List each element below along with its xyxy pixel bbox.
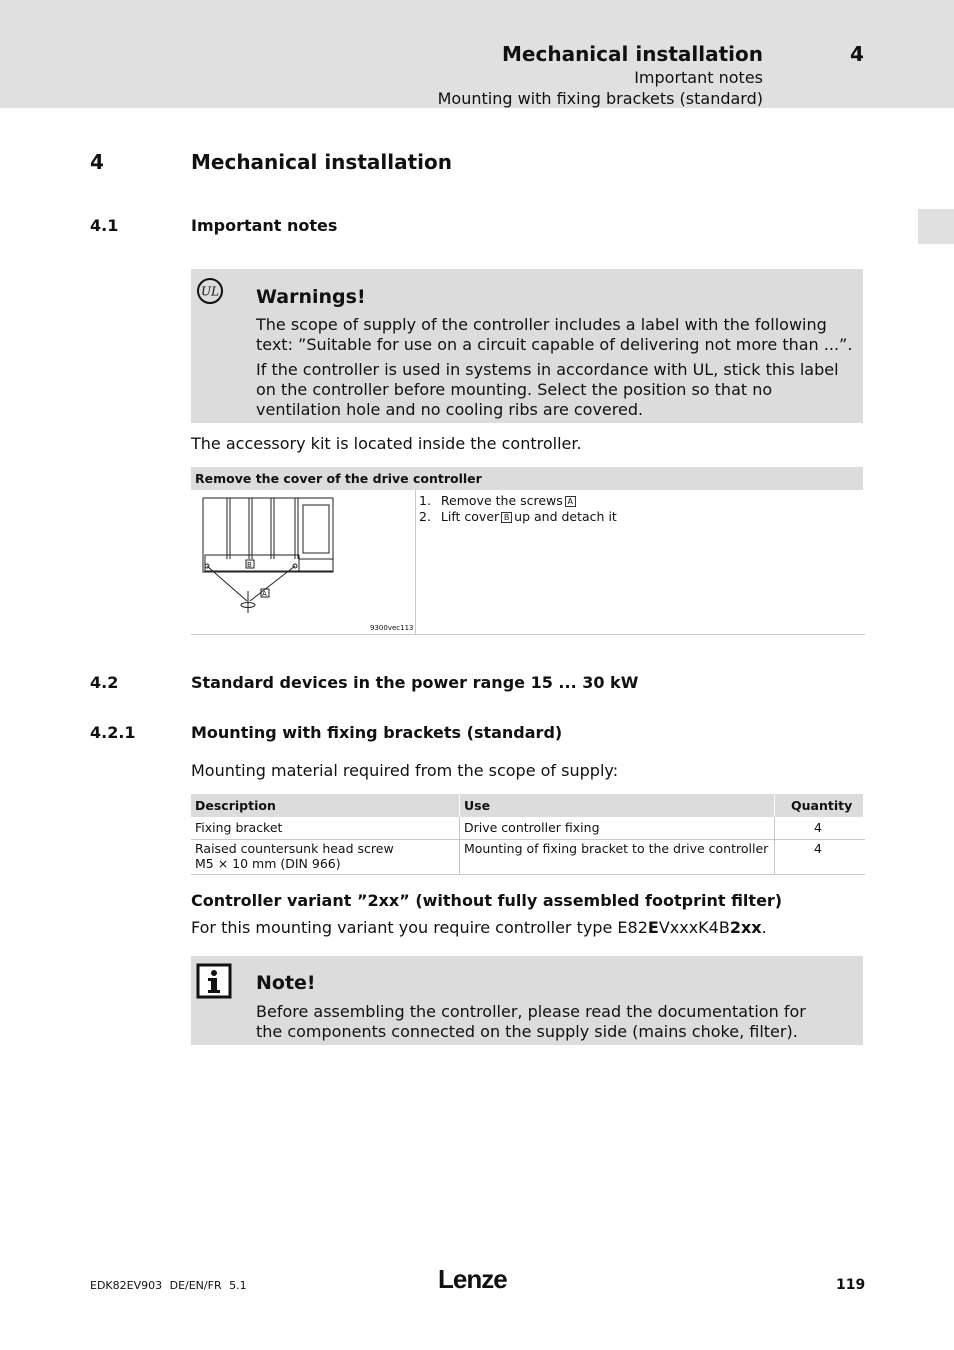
figure-label-b: B	[247, 561, 252, 569]
step-2-text-a: Lift cover	[440, 509, 500, 524]
step-1-number: 1.	[419, 493, 431, 508]
col-use: Use	[464, 798, 491, 813]
material-table-col-sep-1	[459, 817, 460, 875]
variant-text-suffix: .	[761, 918, 767, 937]
warning-paragraph-1: The scope of supply of the controller includes a label with the following text: ”Suitable for use on a circuit capable of delivering not more than ...”.	[256, 315, 853, 354]
warning-paragraph-2: If the controller is used in systems in accordance with UL, stick this label on the controller before mounting. Select the position so that no ventilation hole and no cooling ribs are covered.	[256, 360, 839, 419]
variant-type-bold-2xx: 2xx	[729, 918, 762, 937]
material-table-row-rule	[191, 839, 865, 840]
warning-title: Warnings!	[256, 286, 366, 308]
info-icon	[196, 963, 232, 999]
variant-heading: Controller variant ”2xx” (without fully assembled footprint filter)	[191, 891, 783, 910]
material-table-header	[191, 794, 863, 817]
subsection-title-4-2-1: Mounting with fixing brackets (standard)	[191, 723, 563, 742]
header-subtitle-1: Important notes	[634, 68, 763, 87]
material-table-col-sep-2a	[774, 794, 775, 817]
variant-type-mid: VxxxK4B	[658, 918, 730, 937]
subsection-number-4-2-1: 4.2.1	[90, 723, 136, 742]
footer-languages: DE/EN/FR	[169, 1279, 222, 1292]
row2-description-line1: Raised countersunk head screw	[195, 841, 394, 856]
figure-id: 9300vec113	[370, 624, 414, 632]
col-quantity: Quantity	[791, 798, 853, 813]
header-chapter-number: 4	[850, 42, 864, 66]
lenze-logo: Lenze	[438, 1264, 507, 1294]
variant-text-prefix: For this mounting variant you require controller type E82	[191, 918, 648, 937]
subsection-number-4-1: 4.1	[90, 216, 119, 235]
screw-ref-a-icon: A	[565, 496, 576, 507]
row1-quantity: 4	[814, 820, 822, 835]
variant-type-bold-e: E	[647, 918, 659, 937]
note-title: Note!	[256, 972, 316, 994]
footer-doc-info	[90, 1279, 247, 1292]
section-number: 4	[90, 150, 104, 174]
header-subtitle-2: Mounting with fixing brackets (standard)	[437, 89, 763, 108]
accessory-text: The accessory kit is located inside the controller.	[191, 434, 582, 453]
ul-mark-icon	[196, 277, 224, 305]
figure-label-a: A	[262, 590, 267, 598]
cover-table-bottom-rule	[191, 634, 865, 635]
material-table-col-sep-2	[774, 817, 775, 875]
cover-step-1	[419, 493, 578, 508]
cover-step-2	[419, 509, 617, 524]
row1-description: Fixing bracket	[195, 820, 283, 835]
page-number: 119	[836, 1277, 866, 1293]
footer-version: 5.1	[229, 1279, 247, 1292]
variant-text	[191, 918, 767, 937]
subsection-title-4-1: Important notes	[191, 216, 338, 235]
row1-use: Drive controller fixing	[464, 820, 600, 835]
row2-quantity: 4	[814, 841, 822, 856]
col-description: Description	[195, 798, 276, 813]
section-title: Mechanical installation	[191, 150, 452, 174]
header-title: Mechanical installation	[502, 42, 763, 66]
subsection-title-4-2: Standard devices in the power range 15 ... 30 kW	[191, 673, 639, 692]
row2-use: Mounting of fixing bracket to the drive controller	[464, 841, 769, 856]
drive-controller-cover-figure	[195, 493, 410, 618]
step-1-text: Remove the screws	[440, 493, 563, 508]
step-2-text-b: up and detach it	[514, 509, 617, 524]
cover-table-header-text: Remove the cover of the drive controller	[195, 471, 482, 486]
material-table-bottom-rule	[191, 874, 865, 875]
svg-text:UL: UL	[200, 284, 220, 299]
row2-description-line2: M5 × 10 mm (DIN 966)	[195, 856, 341, 871]
cover-table-divider	[415, 490, 416, 634]
subsection-number-4-2: 4.2	[90, 673, 119, 692]
note-text: Before assembling the controller, please read the documentation for the components connected on the supply side (mains choke, filter).	[256, 1002, 806, 1041]
mounting-material-text: Mounting material required from the scope of supply:	[191, 761, 619, 780]
chapter-side-tab	[918, 209, 954, 244]
footer-doc-id: EDK82EV903	[90, 1279, 163, 1292]
step-2-number: 2.	[419, 509, 431, 524]
cover-ref-b-icon: B	[501, 512, 512, 523]
